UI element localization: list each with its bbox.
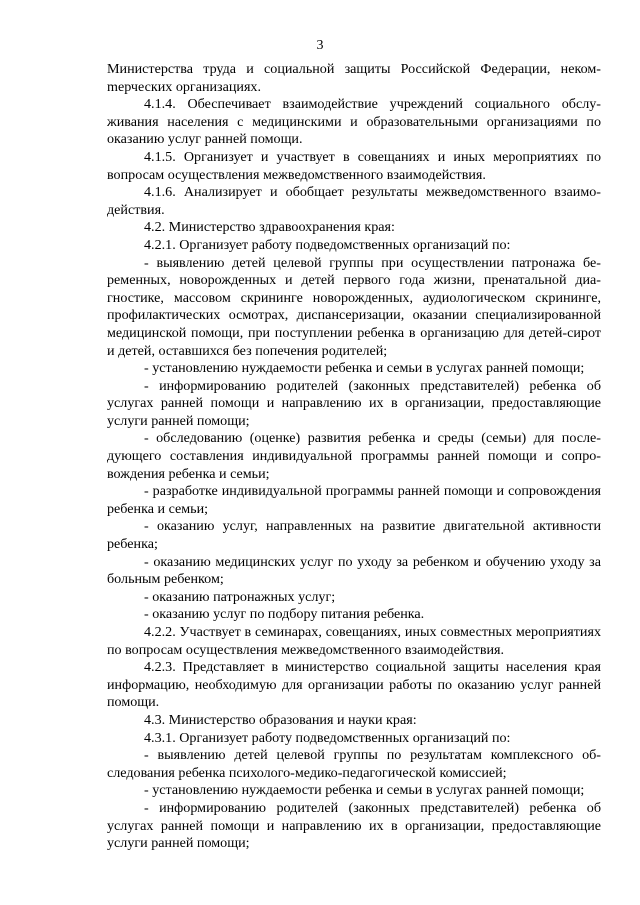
paragraph: 4.1.5. Организует и участвует в совещаниях и иных мероприятиях по вопросам осуществления межведомственного взаимодействия. bbox=[107, 148, 601, 183]
list-item: - установлению нуждаемости ребенка и семьи в услугах ранней помощи; bbox=[144, 782, 585, 799]
list-item: - установлению нуждаемости ребенка и семьи в услугах ранней помощи; bbox=[144, 360, 585, 377]
list-item: - выявлению детей целевой группы при осуществлении патронажа беременных, новорожденных и детей первого года жизни, пренатальной диагностике, массовом скрининге новорожденных, аудиологическом скрининге, профилактических осмотрах, диспансеризации, оказании специализированной медицинской помощи, при поступлении ребенка в организацию для детей-сирот и детей, оставшихся без попечения родителей; bbox=[107, 254, 601, 359]
paragraph: 4.1.6. Анализирует и обобщает результаты межведомственного взаимодействия. bbox=[107, 184, 601, 218]
section-heading: 4.3. Министерство образования и науки края: bbox=[144, 711, 417, 728]
page-number: 3 bbox=[316, 38, 324, 53]
list-item: - оказанию услуг, направленных на развитие двигательной активности ребенка; bbox=[107, 518, 601, 553]
paragraph: 4.3.1. Организует работу подведомственных организаций по: bbox=[144, 729, 511, 746]
paragraph: 4.2.2. Участвует в семинарах, совещаниях, иных совместных мероприятиях по вопросам осуществления межведомственного взаимодействия. bbox=[107, 624, 601, 658]
document-body bbox=[107, 61, 601, 853]
list-item: - информированию родителей (законных представителей) ребенка об услугах ранней помощи и направлению их в организации, предоставляющие услуги ранней помощи; bbox=[107, 799, 601, 852]
list-item: - информированию родителей (законных представителей) ребенка об услугах ранней помощи и направлению их в организации, предоставляющие услуги ранней помощи; bbox=[107, 377, 601, 429]
paragraph: Министерства труда и социальной защиты Российской Федерации, некомmерческих организациях. bbox=[107, 61, 601, 95]
list-item: - оказанию медицинских услуг по уходу за ребенком и обучению уходу за больным ребенком; bbox=[107, 553, 601, 588]
list-item: - выявлению детей целевой группы по результатам комплексного обследования ребенка психолого-медико-педагогической комиссией; bbox=[107, 747, 601, 781]
paragraph: 4.2.1. Организует работу подведомственных организаций по: bbox=[144, 236, 511, 253]
list-item: - оказанию патронажных услуг; bbox=[144, 588, 336, 605]
section-heading: 4.2. Министерство здравоохранения края: bbox=[144, 219, 395, 236]
list-item: - оказанию услуг по подбору питания ребенка. bbox=[144, 606, 425, 623]
paragraph: 4.2.3. Представляет в министерство социальной защиты населения края информацию, необходимую для организации работы по оказанию услуг ранней помощи. bbox=[107, 659, 601, 711]
list-item: - обследованию (оценке) развития ребенка и среды (семьи) для последующего составления индивидуальной программы ранней помощи и сопровождения ребенка и семьи; bbox=[107, 430, 601, 482]
list-item: - разработке индивидуальной программы ранней помощи и сопровождения ребенка и семьи; bbox=[107, 483, 601, 517]
paragraph: 4.1.4. Обеспечивает взаимодействие учреждений социального обслуживания населения с медицинскими и образовательными организациями по оказанию услуг ранней помощи. bbox=[107, 96, 601, 148]
